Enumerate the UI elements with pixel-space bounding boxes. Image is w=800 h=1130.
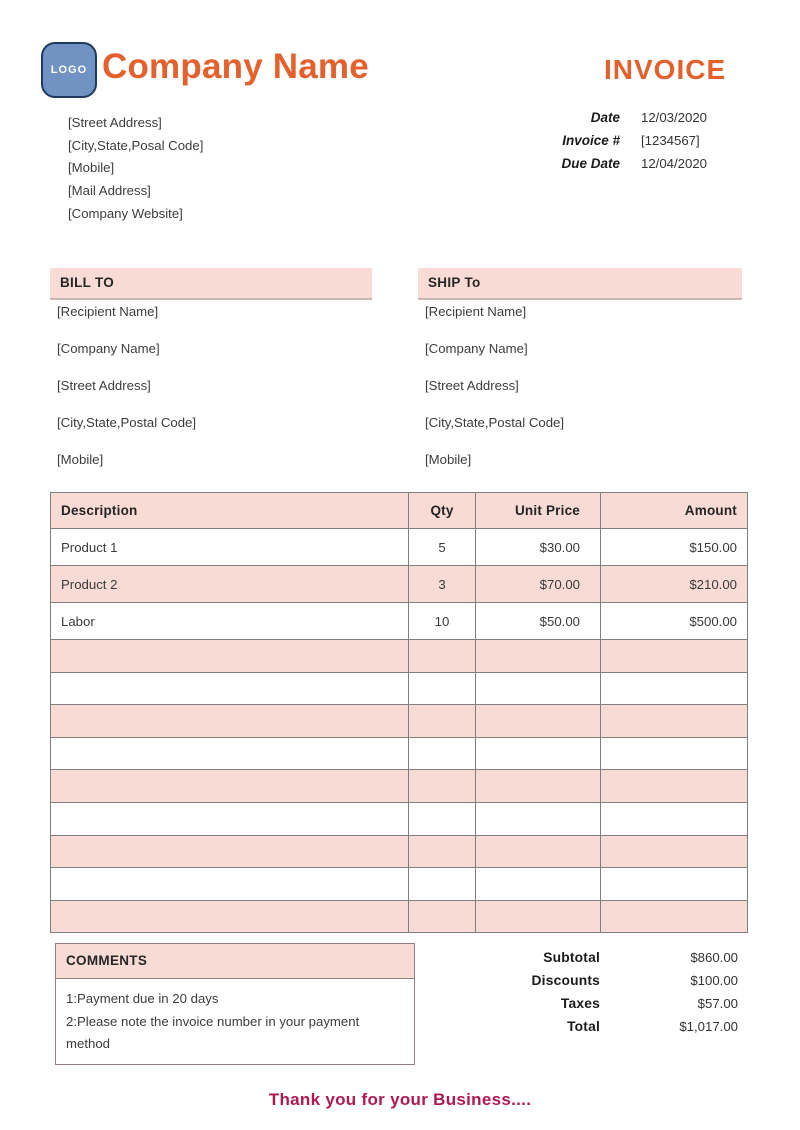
empty-cell[interactable] bbox=[51, 835, 409, 868]
ship-to-field[interactable]: [Recipient Name] bbox=[425, 304, 527, 319]
bill-to-section bbox=[50, 268, 372, 478]
totals-row bbox=[400, 1015, 738, 1038]
company-info-line[interactable]: [Street Address] bbox=[68, 114, 162, 130]
column-header: Description bbox=[51, 493, 409, 529]
items-header-row bbox=[51, 493, 748, 529]
empty-cell[interactable] bbox=[51, 640, 409, 673]
totals-label: Discounts bbox=[531, 973, 600, 988]
empty-cell[interactable] bbox=[601, 737, 748, 770]
item-cell-unit_price[interactable]: $70.00 bbox=[476, 566, 601, 603]
empty-cell[interactable] bbox=[51, 705, 409, 738]
empty-cell[interactable] bbox=[409, 802, 476, 835]
empty-table-row bbox=[51, 770, 748, 803]
empty-cell[interactable] bbox=[601, 672, 748, 705]
item-cell-qty[interactable]: 10 bbox=[409, 603, 476, 640]
empty-cell[interactable] bbox=[51, 900, 409, 933]
table-row bbox=[51, 529, 748, 566]
meta-row bbox=[420, 129, 715, 152]
company-info-line[interactable]: [City,State,Posal Code] bbox=[68, 137, 204, 153]
empty-table-row bbox=[51, 802, 748, 835]
empty-cell[interactable] bbox=[601, 835, 748, 868]
totals-value[interactable]: $100.00 bbox=[690, 973, 738, 988]
logo-text: LOGO bbox=[50, 64, 88, 76]
empty-cell[interactable] bbox=[51, 868, 409, 901]
empty-table-row bbox=[51, 835, 748, 868]
column-header: Unit Price bbox=[476, 493, 601, 529]
empty-cell[interactable] bbox=[601, 802, 748, 835]
empty-cell[interactable] bbox=[476, 672, 601, 705]
empty-table-row bbox=[51, 737, 748, 770]
empty-cell[interactable] bbox=[51, 737, 409, 770]
item-cell-description[interactable]: Labor bbox=[51, 603, 409, 640]
company-info-line[interactable]: [Company Website] bbox=[68, 205, 183, 221]
company-info-line[interactable]: [Mobile] bbox=[68, 160, 115, 176]
empty-cell[interactable] bbox=[409, 770, 476, 803]
empty-cell[interactable] bbox=[409, 672, 476, 705]
ship-to-section bbox=[418, 268, 742, 478]
ship-to-header: SHIP To bbox=[418, 268, 742, 300]
item-cell-description[interactable]: Product 1 bbox=[51, 529, 409, 566]
item-cell-amount[interactable]: $210.00 bbox=[601, 566, 748, 603]
empty-cell[interactable] bbox=[409, 900, 476, 933]
comments-box bbox=[55, 943, 415, 1065]
empty-cell[interactable] bbox=[601, 770, 748, 803]
meta-label: Invoice # bbox=[562, 133, 620, 148]
empty-table-row bbox=[51, 868, 748, 901]
ship-to-fields bbox=[418, 293, 742, 478]
empty-cell[interactable] bbox=[409, 868, 476, 901]
thank-you-message: Thank you for your Business.... bbox=[268, 1090, 532, 1109]
empty-cell[interactable] bbox=[601, 900, 748, 933]
empty-table-row bbox=[51, 705, 748, 738]
bill-to-field[interactable]: [Mobile] bbox=[57, 452, 104, 467]
table-row bbox=[51, 603, 748, 640]
ship-to-field[interactable]: [City,State,Postal Code] bbox=[425, 415, 565, 430]
comments-body[interactable] bbox=[56, 979, 414, 1056]
empty-cell[interactable] bbox=[476, 770, 601, 803]
empty-cell[interactable] bbox=[51, 672, 409, 705]
totals-value[interactable]: $860.00 bbox=[690, 950, 738, 965]
company-name: Company Name bbox=[102, 47, 369, 86]
bill-to-field[interactable]: [Street Address] bbox=[57, 378, 151, 393]
meta-row bbox=[420, 106, 715, 129]
column-header: Amount bbox=[601, 493, 748, 529]
company-info bbox=[68, 111, 203, 224]
empty-cell[interactable] bbox=[409, 640, 476, 673]
bill-to-field[interactable]: [City,State,Postal Code] bbox=[57, 415, 197, 430]
item-cell-amount[interactable]: $500.00 bbox=[601, 603, 748, 640]
ship-to-field[interactable]: [Mobile] bbox=[425, 452, 472, 467]
empty-cell[interactable] bbox=[476, 868, 601, 901]
ship-to-field[interactable]: [Street Address] bbox=[425, 378, 519, 393]
bill-to-header: BILL TO bbox=[50, 268, 372, 300]
meta-value[interactable]: 12/03/2020 bbox=[641, 110, 708, 125]
totals-label: Subtotal bbox=[543, 950, 600, 965]
item-cell-qty[interactable]: 3 bbox=[409, 566, 476, 603]
item-cell-amount[interactable]: $150.00 bbox=[601, 529, 748, 566]
totals-row bbox=[400, 992, 738, 1015]
item-cell-qty[interactable]: 5 bbox=[409, 529, 476, 566]
invoice-title: INVOICE bbox=[604, 54, 727, 85]
meta-label: Date bbox=[590, 110, 620, 125]
meta-label: Due Date bbox=[561, 156, 620, 171]
comments-header: COMMENTS bbox=[56, 944, 414, 979]
bill-to-field[interactable]: [Company Name] bbox=[57, 341, 160, 356]
ship-to-field[interactable]: [Company Name] bbox=[425, 341, 528, 356]
empty-cell[interactable] bbox=[601, 868, 748, 901]
empty-table-row bbox=[51, 900, 748, 933]
item-cell-description[interactable]: Product 2 bbox=[51, 566, 409, 603]
table-row bbox=[51, 566, 748, 603]
meta-row bbox=[420, 152, 715, 175]
comment-line[interactable]: 1:Payment due in 20 days bbox=[66, 991, 219, 1006]
totals-row bbox=[400, 946, 738, 969]
comment-line[interactable]: 2:Please note the invoice number in your payment method bbox=[66, 1013, 360, 1051]
invoice-meta bbox=[420, 106, 715, 175]
empty-table-row bbox=[51, 640, 748, 673]
totals-value[interactable]: $57.00 bbox=[697, 996, 738, 1011]
items-table bbox=[50, 492, 748, 933]
totals-label: Taxes bbox=[560, 996, 600, 1011]
totals-section bbox=[400, 946, 738, 1038]
empty-cell[interactable] bbox=[476, 640, 601, 673]
empty-cell[interactable] bbox=[51, 770, 409, 803]
empty-cell[interactable] bbox=[51, 802, 409, 835]
column-header: Qty bbox=[409, 493, 476, 529]
bill-to-field[interactable]: [Recipient Name] bbox=[57, 304, 159, 319]
empty-cell[interactable] bbox=[409, 737, 476, 770]
bill-to-fields bbox=[50, 293, 372, 478]
empty-cell[interactable] bbox=[409, 705, 476, 738]
totals-row bbox=[400, 969, 738, 992]
empty-cell[interactable] bbox=[476, 705, 601, 738]
item-cell-unit_price[interactable]: $30.00 bbox=[476, 529, 601, 566]
empty-cell[interactable] bbox=[476, 737, 601, 770]
meta-value[interactable]: 12/04/2020 bbox=[641, 156, 708, 171]
company-info-line[interactable]: [Mail Address] bbox=[68, 182, 151, 198]
totals-value[interactable]: $1,017.00 bbox=[679, 1019, 738, 1034]
empty-cell[interactable] bbox=[476, 835, 601, 868]
empty-table-row bbox=[51, 672, 748, 705]
company-logo[interactable] bbox=[41, 42, 97, 98]
empty-cell[interactable] bbox=[409, 835, 476, 868]
totals-label: Total bbox=[567, 1019, 600, 1034]
empty-cell[interactable] bbox=[601, 640, 748, 673]
meta-value[interactable]: [1234567] bbox=[641, 133, 700, 148]
empty-cell[interactable] bbox=[476, 900, 601, 933]
empty-cell[interactable] bbox=[476, 802, 601, 835]
item-cell-unit_price[interactable]: $50.00 bbox=[476, 603, 601, 640]
empty-cell[interactable] bbox=[601, 705, 748, 738]
